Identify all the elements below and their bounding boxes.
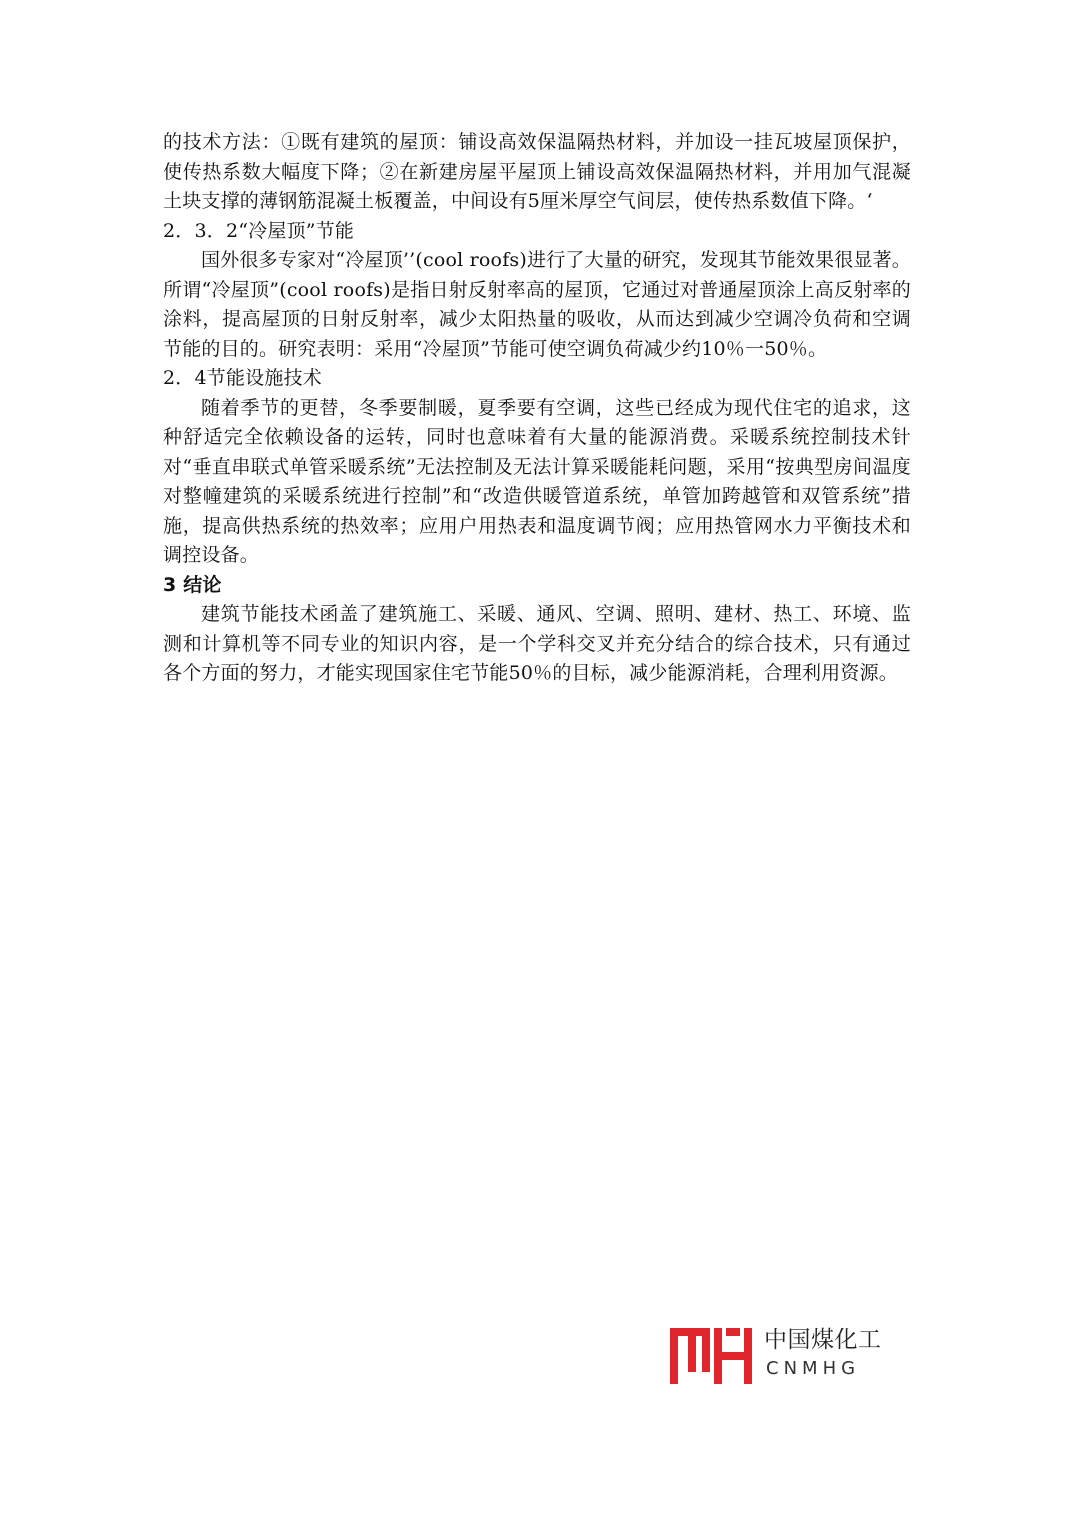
paragraph-cool-roof: 国外很多专家对“冷屋顶’’(cool roofs)进行了大量的研究，发现其节能效果很显著。所谓“冷屋顶”(cool roofs)是指日射反射率高的屋顶，它通过对普通屋顶涂上高反射率的涂料，提高屋顶的日射反射率，减少太阳热量的吸收，从而达到减少空调冷负荷和空调节能的目的。研究表明：采用“冷屋顶”节能可使空调负荷减少约10％一50％。 xyxy=(163,249,911,360)
logo-english-name: CNMHG xyxy=(766,1358,861,1379)
paragraph-roof-insulation-methods: 的技术方法：①既有建筑的屋顶：铺设高效保温隔热材料，并加设一挂瓦坡屋顶保护，使传热系数大幅度下降；②在新建房屋平屋顶上铺设高效保温隔热材料，并用加气混凝土块支撑的薄钢筋混凝土板覆盖，中间设有5厘米厚空气间层，使传热系数值下降。‘ xyxy=(163,131,911,212)
document-body xyxy=(163,128,911,689)
paragraph-energy-equipment: 随着季节的更替，冬季要制暖，夏季要有空调，这些已经成为现代住宅的追求，这种舒适完全依赖设备的运转，同时也意味着有大量的能源消费。采暖系统控制技术针对“垂直串联式单管采暖系统”无法控制及无法计算采暖能耗问题，采用“按典型房间温度对整幢建筑的采暖系统进行控制”和“改造供暖管道系统，单管加跨越管和双管系统”措施，提高供热系统的热效率；应用户用热表和温度调节阀；应用热管网水力平衡技术和调控设备。 xyxy=(163,396,911,566)
section-heading-energy-equipment: 2．4节能设施技术 xyxy=(163,367,322,389)
cnmhg-logo-mark-icon xyxy=(668,1324,756,1386)
section-heading-cool-roof: 2．3．2“冷屋顶”节能 xyxy=(163,219,355,242)
section-heading-conclusion: 3 结论 xyxy=(163,573,222,596)
logo-chinese-name: 中国煤化工 xyxy=(764,1327,882,1353)
paragraph-conclusion: 建筑节能技术函盖了建筑施工、采暖、通风、空调、照明、建材、热工、环境、监测和计算机等不同专业的知识内容，是一个学科交叉并充分结合的综合技术，只有通过各个方面的努力，才能实现国家住宅节能50％的目标，减少能源消耗，合理利用资源。 xyxy=(163,603,911,684)
cnmhg-logo xyxy=(668,1324,882,1386)
